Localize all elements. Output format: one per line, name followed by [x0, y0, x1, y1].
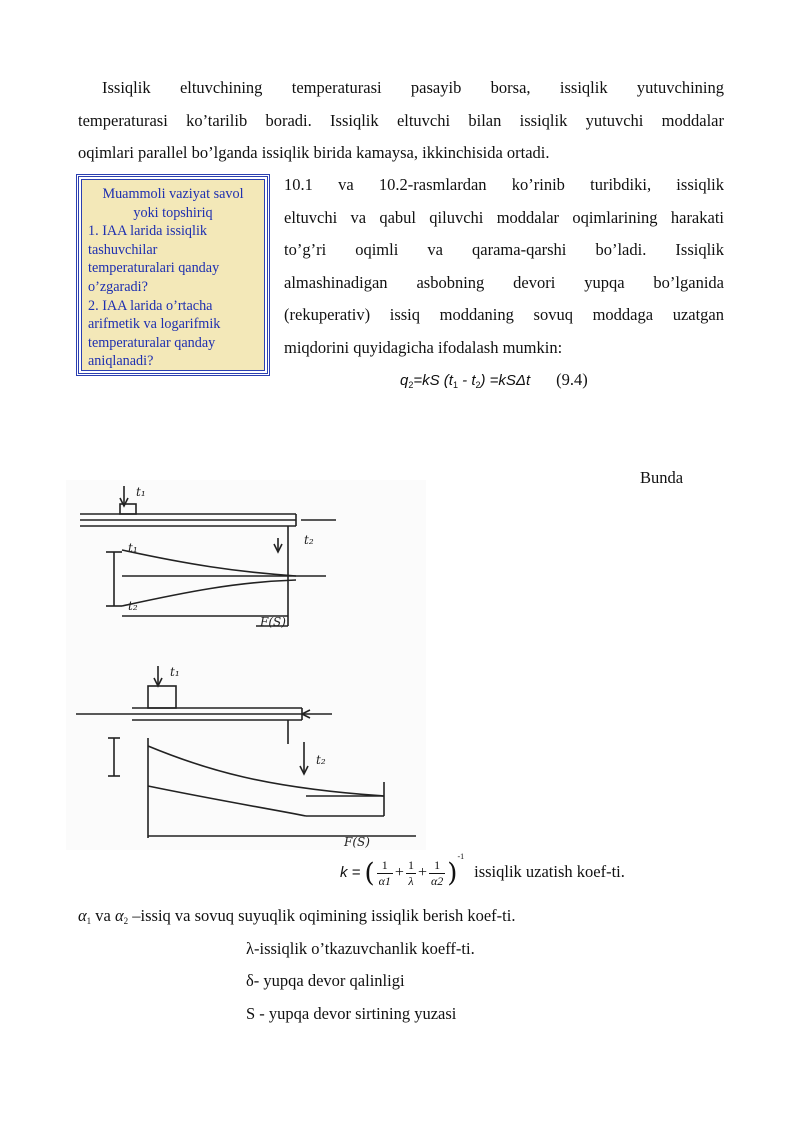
- fraction-alpha1: [377, 858, 393, 889]
- def-s: S - yupqa devor sirtining yuzasi: [246, 1004, 457, 1023]
- side-line: 10.1 va 10.2-rasmlardan ko’rinib turibdiki, issiqlik: [284, 175, 724, 194]
- def-delta: δ- yupqa devor qalinligi: [246, 971, 405, 990]
- formula-9-4: [400, 370, 588, 390]
- fraction-den: α1: [378, 873, 391, 888]
- diagram-axis-top: F(S): [260, 615, 286, 629]
- formula-number: (9.4): [556, 370, 588, 389]
- bunda-label: Bunda: [640, 468, 684, 487]
- alpha1-sub: 1: [86, 916, 92, 926]
- problem-box-item: aniqlanadi?: [88, 353, 154, 370]
- formula-part: ) =kSΔt: [480, 372, 531, 389]
- formula-k-exp: -1: [457, 852, 465, 861]
- fraction-alpha2: [429, 858, 445, 889]
- intro-line: temperaturasi ko’tarilib boradi. Issiqlik eltuvchi bilan issiqlik yutuvchi moddalar: [78, 110, 724, 130]
- problem-box-item: o’zgaradi?: [88, 278, 148, 295]
- fraction-lambda: [406, 858, 416, 889]
- heat-exchanger-diagrams: [66, 480, 426, 850]
- side-paragraph: [284, 169, 724, 364]
- diagram-label-t2-curve: t₂: [128, 599, 138, 613]
- problem-box-item: tashuvchilar: [88, 241, 158, 258]
- alpha1-symbol: α: [78, 906, 87, 925]
- diagram-label-bot-t1: t₁: [170, 665, 180, 679]
- intro-line: Issiqlik eltuvchining temperaturasi pasayib borsa, issiqlik yutuvchining: [102, 78, 724, 97]
- formula-k: k = ( $\frac{1}{\alpha 1}$ + $\frac{1}{\lambda}$ + $\frac{1}{\alpha 2}$ )$^{-1}$ issiqlik uzatish koef-ti.: [340, 852, 625, 889]
- problem-box-item: temperaturalari qanday: [88, 260, 220, 277]
- def-alpha: [78, 906, 515, 926]
- problem-box-item: temperaturalar qanday: [88, 334, 216, 351]
- problem-box-title: Muammoli vaziyat savol: [102, 186, 244, 202]
- problem-box-item: 1. IAA larida issiqlik: [88, 223, 208, 240]
- fraction-num: 1: [429, 858, 445, 874]
- def-alpha-text: –issiq va sovuq suyuqlik oqimining issiqlik berish koef-ti.: [128, 906, 516, 925]
- formula-sub: 2: [475, 380, 481, 390]
- diagram-axis-bottom: F(S): [344, 835, 370, 849]
- formula-q: q: [400, 372, 409, 389]
- fraction-den: α2: [430, 873, 444, 888]
- formula-k-lhs: k =: [340, 864, 361, 881]
- problem-box-item: 2. IAA larida o’rtacha: [88, 297, 213, 314]
- fraction-num: 1: [377, 858, 393, 874]
- intro-line: oqimlari parallel bo’lganda issiqlik birida kamaysa, ikkinchisida ortadi.: [78, 143, 550, 162]
- side-line: eltuvchi va qabul qiluvchi moddalar oqimlarining harakati: [284, 207, 724, 227]
- diagram-label-t1: t₁: [136, 485, 146, 499]
- side-line: (rekuperativ) issiq moddaning sovuq moddaga uzatgan: [284, 305, 724, 324]
- formula-sub: 1: [452, 380, 458, 390]
- intro-paragraph: [78, 72, 724, 170]
- formula-sub: 2: [408, 380, 414, 390]
- side-line: almashinadigan asbobning devori yupqa bo’lganida: [284, 272, 724, 292]
- diagram-label-t1-curve: t₁: [128, 541, 138, 555]
- def-lambda: λ-issiqlik o’tkazuvchanlik koeff-ti.: [246, 939, 475, 958]
- formula-part: - t: [457, 372, 476, 389]
- problem-box: [76, 174, 270, 376]
- def-va: va: [91, 906, 115, 925]
- diagram-label-t2: t₂: [304, 533, 314, 547]
- alpha2-sub: 2: [123, 916, 129, 926]
- problem-box-title: yoki topshiriq: [133, 204, 213, 221]
- formula-k-text: issiqlik uzatish koef-ti.: [474, 862, 625, 881]
- side-line: to’g’ri oqimli va qarama-qarshi bo’ladi. Issiqlik: [284, 240, 724, 259]
- diagram-label-bot-t2: t₂: [316, 753, 326, 767]
- fraction-den: λ: [408, 873, 414, 888]
- alpha2-symbol: α: [115, 906, 124, 925]
- problem-box-item: arifmetik va logarifmik: [88, 316, 221, 333]
- formula-part: =kS (t: [413, 372, 453, 389]
- fraction-num: 1: [407, 857, 414, 872]
- side-line: miqdorini quyidagicha ifodalash mumkin:: [284, 337, 563, 357]
